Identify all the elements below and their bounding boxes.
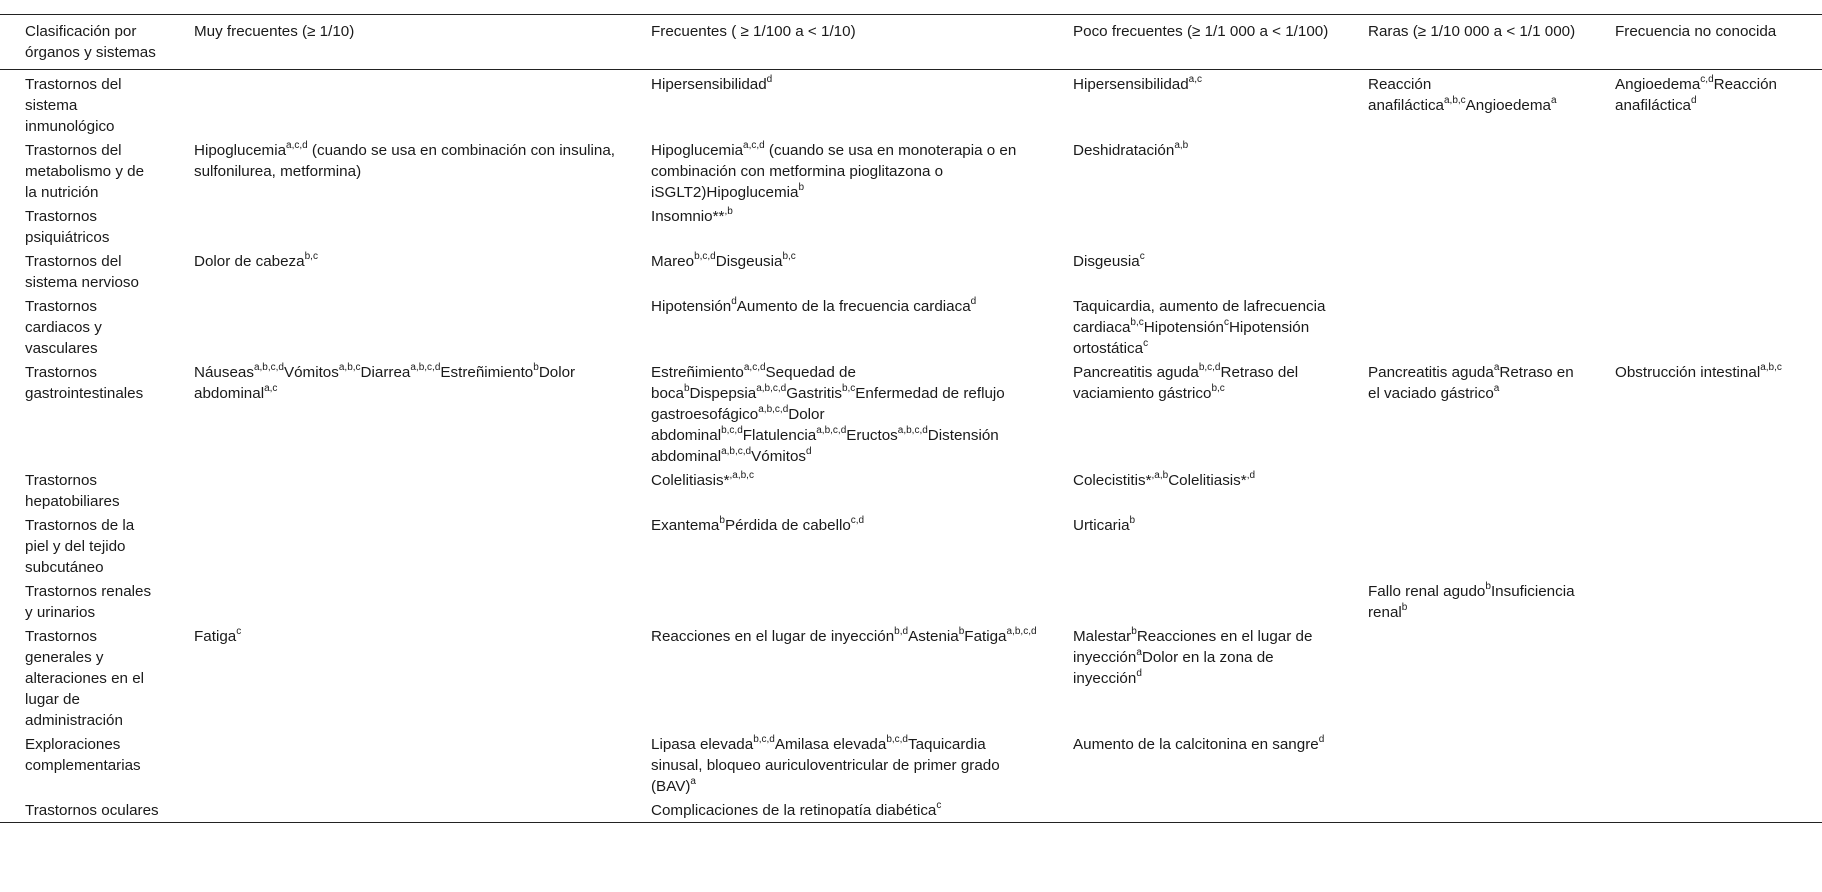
footnote-superscript: c <box>936 799 942 811</box>
footnote-superscript: d <box>806 445 812 457</box>
column-header-rare <box>1343 15 1590 70</box>
table-row <box>0 204 1822 249</box>
cell-rare <box>1343 249 1590 294</box>
footnote-superscript: d <box>1690 94 1697 106</box>
cell-text: Trastornos de la piel y del tejido subcutáneo <box>25 517 135 576</box>
cell-text: Colelitiasis* <box>651 472 730 489</box>
footnote-superscript: d <box>1136 667 1142 679</box>
cell-text: Malestar <box>1073 628 1132 645</box>
footnote-superscript: c <box>1143 337 1149 349</box>
footnote-superscript: a <box>1136 646 1142 658</box>
cell-infrequent <box>1048 294 1343 360</box>
table-row <box>0 294 1822 360</box>
cell-infrequent <box>1048 138 1343 204</box>
cell-text: Retraso en el vaciado gástrico <box>1368 364 1574 402</box>
footnote-superscript: b,c,d <box>753 733 775 745</box>
footnote-superscript: a,b,c,d <box>721 445 752 457</box>
cell-text: Reacción anafiláctica <box>1615 76 1777 114</box>
cell-text: Hipotensión <box>651 298 732 315</box>
table-body <box>0 70 1822 823</box>
footnote-superscript: c,d <box>1700 73 1714 85</box>
cell-text: Hipotensión ortostática <box>1073 319 1310 357</box>
cell-text: Frecuencia no conocida <box>1615 23 1777 40</box>
cell-text: Trastornos renales y urinarios <box>25 583 152 621</box>
cell-text: Trastornos gastrointestinales <box>25 364 144 402</box>
cell-text: Colecistitis* <box>1073 472 1152 489</box>
cell-text: Amilasa elevada <box>774 736 887 753</box>
cell-very-frequent <box>169 204 626 249</box>
cell-text: Fallo renal agudo <box>1368 583 1486 600</box>
footnote-superscript: a <box>1493 382 1500 394</box>
cell-text: Dolor abdominal <box>194 364 576 402</box>
footnote-superscript: d <box>970 295 977 307</box>
footnote-superscript: a,b,c,d <box>756 382 787 394</box>
adverse-reactions-table-container <box>0 14 1822 823</box>
cell-text: Dolor abdominal <box>651 406 825 444</box>
footnote-superscript: a,c,d <box>743 361 766 373</box>
cell-text: Hipotensión <box>1143 319 1224 336</box>
cell-text: Enfermedad de reflujo gastroesofágico <box>651 385 1005 423</box>
cell-very-frequent <box>169 360 626 468</box>
header-row <box>0 15 1822 70</box>
table-row <box>0 798 1822 823</box>
cell-text: Reacciones en el lugar de inyección <box>1073 628 1313 666</box>
footnote-superscript: b,c,d <box>721 424 743 436</box>
cell-text: Eructos <box>846 427 898 444</box>
table-row <box>0 70 1822 139</box>
cell-text: Hipersensibilidad <box>1073 76 1189 93</box>
cell-infrequent <box>1048 732 1343 798</box>
cell-unknown-frequency <box>1590 138 1822 204</box>
cell-organ-class <box>0 513 169 579</box>
cell-frequent <box>626 513 1048 579</box>
cell-infrequent <box>1048 360 1343 468</box>
footnote-superscript: c <box>236 625 242 637</box>
cell-organ-class <box>0 249 169 294</box>
table-row <box>0 468 1822 513</box>
cell-text: Hipersensibilidad <box>651 76 767 93</box>
footnote-superscript: d <box>766 73 773 85</box>
table-header <box>0 15 1822 70</box>
cell-text: Taquicardia, aumento de lafrecuencia cardiaca <box>1073 298 1326 336</box>
cell-text: Trastornos cardiacos y vasculares <box>25 298 102 357</box>
footnote-superscript: b <box>1131 625 1137 637</box>
cell-organ-class <box>0 204 169 249</box>
cell-unknown-frequency <box>1590 360 1822 468</box>
footnote-superscript: b,c,d <box>1198 361 1221 373</box>
footnote-superscript: b <box>719 514 725 526</box>
cell-infrequent <box>1048 204 1343 249</box>
footnote-superscript: ,a,b <box>1151 469 1169 481</box>
cell-text: Vómitos <box>751 448 806 465</box>
cell-very-frequent <box>169 624 626 732</box>
footnote-superscript: d <box>731 295 737 307</box>
cell-text: Exploraciones complementarias <box>25 736 141 774</box>
cell-frequent <box>626 360 1048 468</box>
cell-infrequent <box>1048 798 1343 823</box>
cell-organ-class <box>0 732 169 798</box>
cell-rare <box>1343 138 1590 204</box>
cell-unknown-frequency <box>1590 624 1822 732</box>
footnote-superscript: b,c,d <box>886 733 908 745</box>
cell-text: Reacción anafiláctica <box>1368 76 1444 114</box>
cell-frequent <box>626 468 1048 513</box>
footnote-superscript: a,b,c <box>1760 361 1782 373</box>
cell-text: Trastornos hepatobiliares <box>25 472 120 510</box>
column-header-frequent <box>626 15 1048 70</box>
cell-frequent <box>626 204 1048 249</box>
cell-rare <box>1343 294 1590 360</box>
cell-text: Insomnio** <box>651 208 725 225</box>
cell-text: Aumento de la frecuencia cardiaca <box>736 298 971 315</box>
footnote-superscript: a,c,d <box>743 139 765 151</box>
cell-text: Clasificación por órganos y sistemas <box>25 23 156 61</box>
cell-very-frequent <box>169 138 626 204</box>
cell-text: Lipasa elevada <box>651 736 754 753</box>
footnote-superscript: b,c,d <box>694 250 716 262</box>
footnote-superscript: b,c <box>1211 382 1225 394</box>
footnote-superscript: a,b,c,d <box>758 403 789 415</box>
table-row <box>0 360 1822 468</box>
cell-frequent <box>626 294 1048 360</box>
cell-rare <box>1343 468 1590 513</box>
cell-text: Trastornos oculares <box>25 802 159 819</box>
cell-frequent <box>626 579 1048 624</box>
cell-rare <box>1343 732 1590 798</box>
footnote-superscript: ,a,b,c <box>729 469 754 481</box>
cell-text: Dispepsia <box>689 385 757 402</box>
footnote-superscript: b <box>1485 580 1491 592</box>
footnote-superscript: a,b,c <box>338 361 361 373</box>
column-header-unknown-frequency <box>1590 15 1822 70</box>
cell-very-frequent <box>169 70 626 139</box>
cell-text: Estreñimiento <box>440 364 534 381</box>
cell-organ-class <box>0 468 169 513</box>
table-row <box>0 732 1822 798</box>
footnote-superscript: b <box>1401 601 1408 613</box>
cell-text: Dolor de cabeza <box>194 253 305 270</box>
cell-unknown-frequency <box>1590 70 1822 139</box>
cell-text: Náuseas <box>194 364 254 381</box>
cell-text: Poco frecuentes (≥ 1/1 000 a < 1/100) <box>1073 23 1329 40</box>
footnote-superscript: a,c <box>264 382 278 394</box>
footnote-superscript: a,b,c,d <box>253 361 284 373</box>
footnote-superscript: b,d <box>894 625 909 637</box>
cell-text: Disgeusia <box>715 253 783 270</box>
cell-unknown-frequency <box>1590 513 1822 579</box>
cell-text: Vómitos <box>283 364 339 381</box>
column-header-very-frequent <box>169 15 626 70</box>
cell-organ-class <box>0 294 169 360</box>
cell-text: (cuando se usa en monoterapia o en combinación con metformina pioglitazona o iSGLT2)Hipoglucemia <box>651 142 1017 201</box>
cell-frequent <box>626 798 1048 823</box>
cell-frequent <box>626 70 1048 139</box>
cell-text: Frecuentes ( ≥ 1/100 a < 1/10) <box>651 23 856 40</box>
cell-text: Aumento de la calcitonina en sangre <box>1073 736 1319 753</box>
footnote-superscript: a <box>1493 361 1500 373</box>
cell-unknown-frequency <box>1590 579 1822 624</box>
cell-text: Mareo <box>651 253 695 270</box>
footnote-superscript: a <box>690 775 696 787</box>
cell-text: Estreñimiento <box>651 364 744 381</box>
cell-infrequent <box>1048 249 1343 294</box>
cell-text: Diarrea <box>360 364 411 381</box>
footnote-superscript: c,d <box>850 514 865 526</box>
footnote-superscript: a,c,d <box>286 139 308 151</box>
cell-rare <box>1343 70 1590 139</box>
cell-text: Trastornos del sistema nervioso <box>25 253 139 291</box>
table-row <box>0 138 1822 204</box>
cell-rare <box>1343 360 1590 468</box>
footnote-superscript: a,b,c <box>1443 94 1466 106</box>
cell-organ-class <box>0 579 169 624</box>
footnote-superscript: ,d <box>1246 469 1256 481</box>
cell-text: Trastornos del metabolismo y de la nutrición <box>25 142 145 201</box>
footnote-superscript: b <box>798 181 804 193</box>
table-row <box>0 624 1822 732</box>
cell-text: Sequedad de boca <box>651 364 856 402</box>
cell-rare <box>1343 513 1590 579</box>
cell-very-frequent <box>169 579 626 624</box>
footnote-superscript: a <box>1550 94 1557 106</box>
footnote-superscript: a,c <box>1188 73 1203 85</box>
footnote-superscript: ,b <box>724 205 733 217</box>
footnote-superscript: b <box>958 625 965 637</box>
cell-text: Exantema <box>651 517 720 534</box>
adverse-reactions-table <box>0 14 1822 823</box>
cell-unknown-frequency <box>1590 468 1822 513</box>
cell-rare <box>1343 579 1590 624</box>
cell-text: Distensión abdominal <box>651 427 999 465</box>
cell-very-frequent <box>169 249 626 294</box>
cell-text: Trastornos generales y alteraciones en el lugar de administración <box>25 628 145 729</box>
cell-text: Reacciones en el lugar de inyección <box>651 628 895 645</box>
cell-text: (cuando se usa en combinación con insulina, sulfonilurea, metformina) <box>194 142 616 180</box>
footnote-superscript: a,b,c,d <box>1006 625 1037 637</box>
cell-frequent <box>626 249 1048 294</box>
cell-infrequent <box>1048 513 1343 579</box>
footnote-superscript: b,c <box>304 250 318 262</box>
cell-text: Raras (≥ 1/10 000 a < 1/1 000) <box>1368 23 1576 40</box>
cell-text: Flatulencia <box>742 427 817 444</box>
cell-organ-class <box>0 360 169 468</box>
cell-infrequent <box>1048 468 1343 513</box>
cell-text: Taquicardia sinusal, bloqueo auriculoventricular de primer grado (BAV) <box>651 736 1000 795</box>
cell-text: Obstrucción intestinal <box>1615 364 1761 381</box>
cell-text: Astenia <box>908 628 959 645</box>
cell-infrequent <box>1048 624 1343 732</box>
cell-very-frequent <box>169 294 626 360</box>
cell-organ-class <box>0 798 169 823</box>
footnote-superscript: a,b,c,d <box>410 361 441 373</box>
cell-text: Angioedema <box>1615 76 1701 93</box>
cell-text: Complicaciones de la retinopatía diabética <box>651 802 937 819</box>
cell-text: Deshidratación <box>1073 142 1175 159</box>
cell-organ-class <box>0 138 169 204</box>
table-row <box>0 249 1822 294</box>
cell-infrequent <box>1048 579 1343 624</box>
cell-infrequent <box>1048 70 1343 139</box>
cell-very-frequent <box>169 513 626 579</box>
cell-text: Fatiga <box>194 628 237 645</box>
cell-text: Retraso del vaciamiento gástrico <box>1073 364 1299 402</box>
cell-text: Disgeusia <box>1073 253 1140 270</box>
cell-unknown-frequency <box>1590 249 1822 294</box>
footnote-superscript: a,b,c,d <box>897 424 928 436</box>
cell-unknown-frequency <box>1590 294 1822 360</box>
cell-text: Urticaria <box>1073 517 1130 534</box>
cell-rare <box>1343 204 1590 249</box>
footnote-superscript: b <box>533 361 539 373</box>
cell-rare <box>1343 798 1590 823</box>
cell-unknown-frequency <box>1590 732 1822 798</box>
cell-unknown-frequency <box>1590 204 1822 249</box>
footnote-superscript: c <box>1139 250 1145 262</box>
cell-text: Hipoglucemia <box>651 142 744 159</box>
cell-text: Fatiga <box>964 628 1007 645</box>
footnote-superscript: a,b <box>1174 139 1189 151</box>
cell-organ-class <box>0 624 169 732</box>
table-row <box>0 513 1822 579</box>
footnote-superscript: b <box>683 382 690 394</box>
cell-text: Dolor en la zona de inyección <box>1073 649 1274 687</box>
cell-unknown-frequency <box>1590 798 1822 823</box>
footnote-superscript: a,b,c,d <box>816 424 847 436</box>
cell-text: Angioedema <box>1465 97 1551 114</box>
cell-text: Insuficiencia renal <box>1368 583 1575 621</box>
cell-text: Muy frecuentes (≥ 1/10) <box>194 23 355 40</box>
table-row <box>0 579 1822 624</box>
cell-very-frequent <box>169 468 626 513</box>
footnote-superscript: b,c <box>841 382 856 394</box>
footnote-superscript: b,c <box>1130 316 1144 328</box>
cell-very-frequent <box>169 798 626 823</box>
cell-frequent <box>626 732 1048 798</box>
cell-text: Hipoglucemia <box>194 142 287 159</box>
cell-very-frequent <box>169 732 626 798</box>
footnote-superscript: d <box>1318 733 1325 745</box>
cell-frequent <box>626 624 1048 732</box>
cell-text: Pancreatitis aguda <box>1073 364 1199 381</box>
cell-text: Gastritis <box>786 385 842 402</box>
footnote-superscript: b,c <box>782 250 796 262</box>
footnote-superscript: c <box>1223 316 1229 328</box>
column-header-infrequent <box>1048 15 1343 70</box>
cell-text: Trastornos del sistema inmunológico <box>25 76 122 135</box>
cell-text: Trastornos psiquiátricos <box>25 208 110 246</box>
cell-rare <box>1343 624 1590 732</box>
footnote-superscript: b <box>1129 514 1136 526</box>
cell-organ-class <box>0 70 169 139</box>
cell-text: Colelitiasis* <box>1168 472 1247 489</box>
cell-text: Pérdida de cabello <box>724 517 851 534</box>
cell-text: Pancreatitis aguda <box>1368 364 1494 381</box>
column-header-organ-class <box>0 15 169 70</box>
cell-frequent <box>626 138 1048 204</box>
